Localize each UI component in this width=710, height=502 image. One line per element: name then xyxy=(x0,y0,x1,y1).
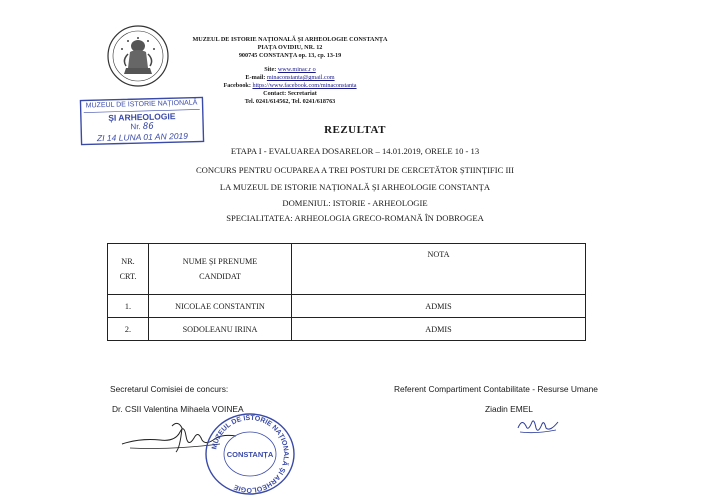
header-name: NUME ȘI PRENUME xyxy=(182,257,258,266)
stamp-line: ȘI ARHEOLOGIE xyxy=(108,111,176,123)
cell-nr: 1. xyxy=(108,295,149,318)
right-signatory-role: Referent Compartiment Contabilitate - Resurse Umane xyxy=(394,384,598,394)
left-signatory-role: Secretarul Comisiei de concurs: xyxy=(110,384,229,394)
header-cell xyxy=(149,244,292,295)
subtitle-line: ETAPA I - EVALUAREA DOSARELOR – 14.01.2019, ORELE 10 - 13 xyxy=(230,146,480,156)
stamp-ring-text: MUZEUL DE ISTORIE NAȚIONALĂ ȘI ARHEOLOGIE xyxy=(211,414,290,494)
results-table xyxy=(107,243,586,341)
subtitle-line: SPECIALITATEA: ARHEOLOGIA GRECO-ROMANĂ ÎN DOBROGEA xyxy=(226,213,484,223)
table-header-row xyxy=(108,244,586,295)
stamp-line: MUZEUL DE ISTORIE NAȚIONALĂ xyxy=(85,99,198,110)
table-row xyxy=(108,318,586,341)
stamp-number-label: Nr. xyxy=(130,122,141,132)
right-signature-icon xyxy=(516,414,560,436)
subtitle-line: DOMENIUL: ISTORIE - ARHEOLOGIE xyxy=(282,198,428,208)
cell-grade: ADMIS xyxy=(292,295,586,318)
subtitle-line: CONCURS PENTRU OCUPAREA A TREI POSTURI DE CERCETĂTOR ȘTIINȚIFIC III xyxy=(195,165,515,175)
stamp-date: ZI 14 LUNA 01 AN 2019 xyxy=(96,130,189,144)
header-cell xyxy=(108,244,149,295)
cell-name: NICOLAE CONSTANTIN xyxy=(149,295,292,318)
institution-name: MUZEUL DE ISTORIE NAȚIONALĂ ȘI ARHEOLOGIE CONSTANȚA xyxy=(192,36,388,43)
address-line: 900745 CONSTANȚA op. 13, cp. 13-19 xyxy=(238,52,342,59)
header-grade: NOTA xyxy=(292,244,586,295)
header-crt: CRT. xyxy=(119,272,137,281)
table-row xyxy=(108,295,586,318)
stamp-center-text: CONSTANȚA xyxy=(226,450,274,459)
cell-name: SODOLEANU IRINA xyxy=(149,318,292,341)
phone-line: Tel. 0241/614562, Tel. 0241/618763 xyxy=(244,98,336,105)
cell-nr: 2. xyxy=(108,318,149,341)
site-label: Site: xyxy=(264,66,277,73)
facebook-label: Facebook: xyxy=(223,82,251,89)
email-label: E-mail: xyxy=(245,74,266,81)
left-signatory-name: Dr. CSII Valentina Mihaela VOINEA xyxy=(112,404,244,414)
document-title: REZULTAT xyxy=(324,124,386,136)
header-candidate: CANDIDAT xyxy=(199,272,241,281)
stamp-number: 86 xyxy=(142,121,154,132)
facebook-link[interactable]: https://www.facebook.com/minaconstanta xyxy=(252,82,357,89)
address-line: PIAȚA OVIDIU, NR. 12 xyxy=(257,44,323,51)
site-link[interactable]: www.minac.r o xyxy=(277,66,316,73)
museum-logo-icon xyxy=(106,24,170,88)
header-nr: NR. xyxy=(121,257,135,266)
official-round-stamp-icon xyxy=(202,412,298,496)
email-link[interactable]: minaconstanta@gmail.com xyxy=(266,74,335,81)
subtitle-line: LA MUZEUL DE ISTORIE NAȚIONALĂ ȘI ARHEOLOGIE CONSTANȚA xyxy=(219,182,491,192)
cell-grade: ADMIS xyxy=(292,318,586,341)
registration-stamp xyxy=(79,96,204,145)
contact-line: Contact: Secretariat xyxy=(263,90,317,97)
right-signatory-name: Ziadin EMEL xyxy=(485,404,533,414)
